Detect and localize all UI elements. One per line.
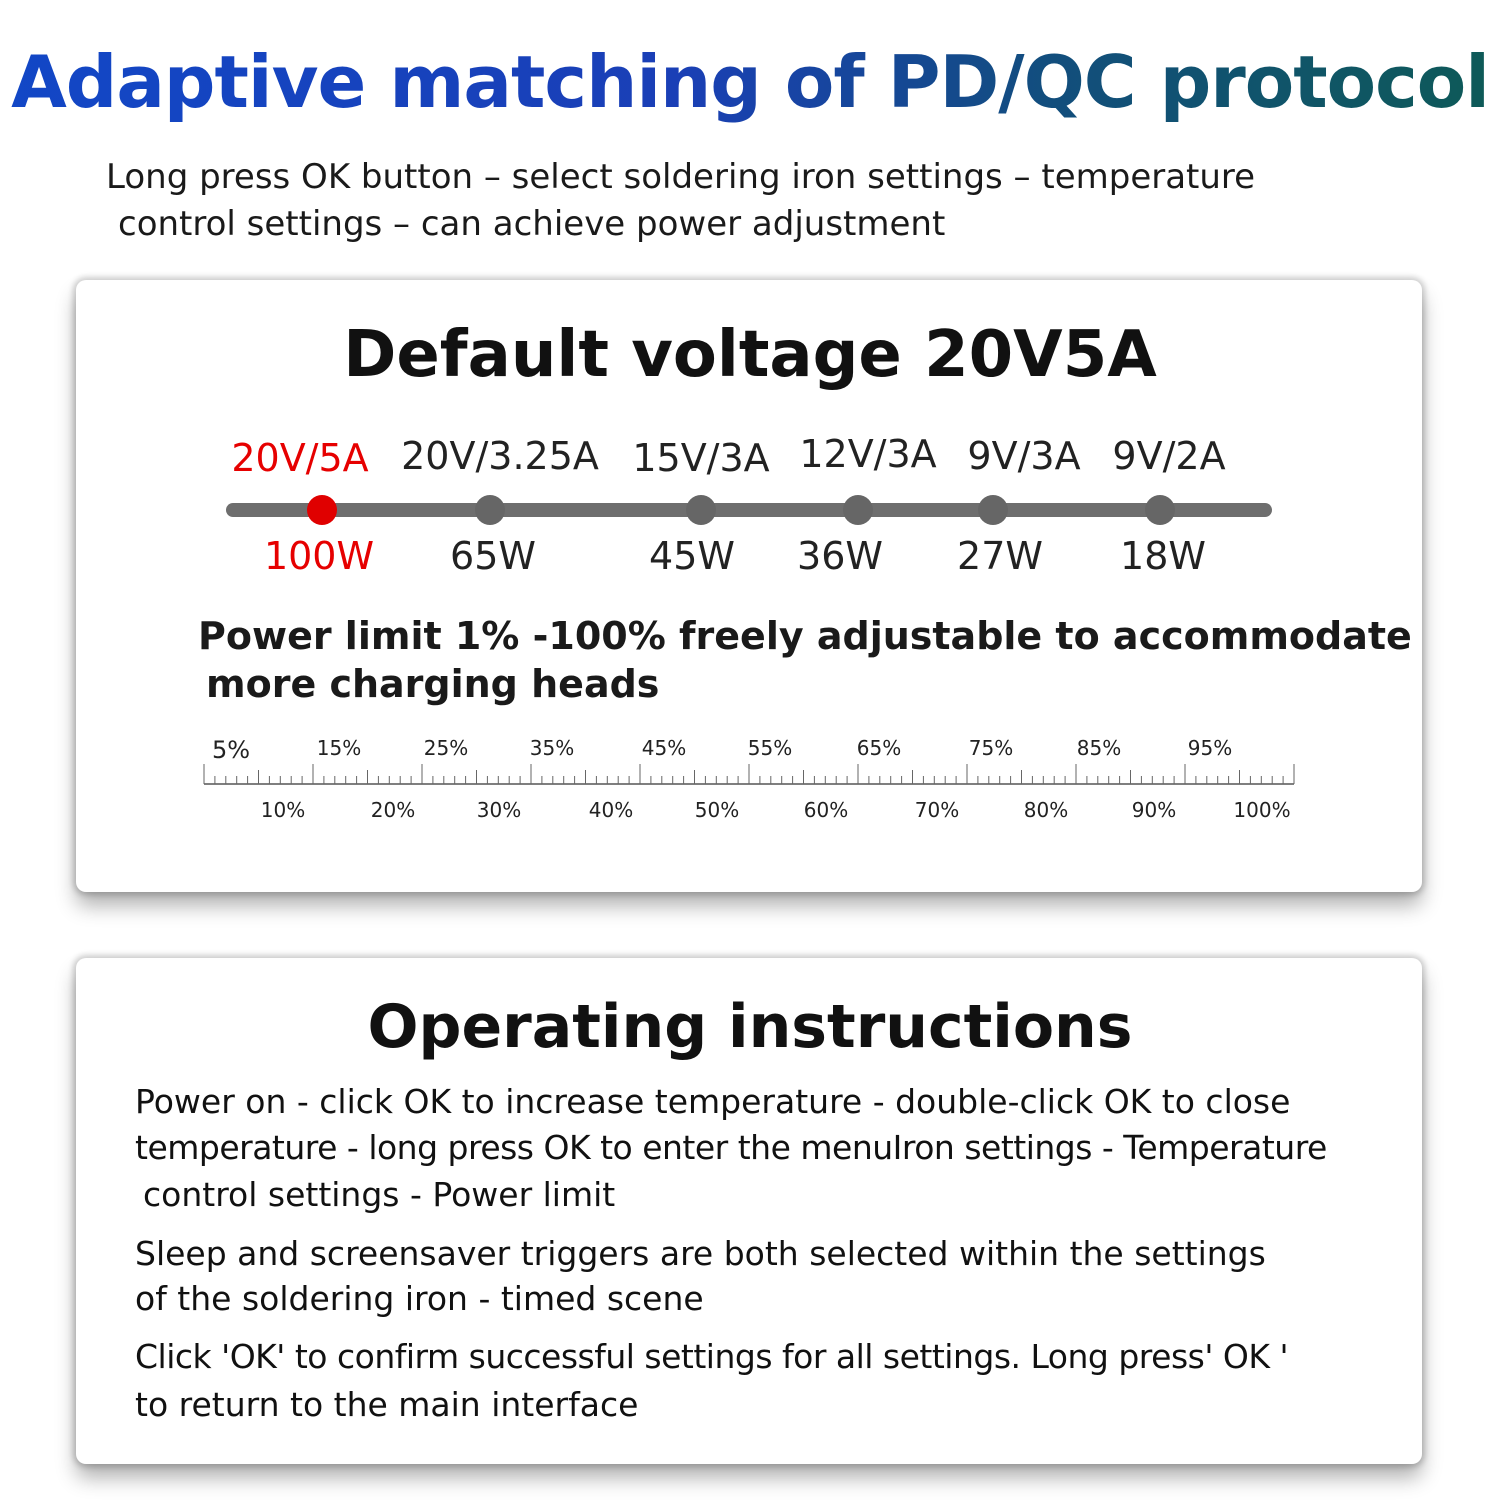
ruler-label-85: 85% — [1076, 736, 1122, 760]
ruler-label-60: 60% — [803, 798, 849, 822]
voltage-slider-knob-4[interactable] — [843, 495, 873, 525]
voltage-slider-knob-6[interactable] — [1145, 495, 1175, 525]
ruler-label-25: 25% — [423, 736, 469, 760]
voltage-slider-knob-2[interactable] — [475, 495, 505, 525]
ruler-label-30: 30% — [476, 798, 522, 822]
intro-text — [106, 154, 1255, 248]
instruction-line: of the soldering iron - timed scene — [135, 1279, 704, 1318]
ruler-label-75: 75% — [968, 736, 1014, 760]
ruler-label-70: 70% — [914, 798, 960, 822]
power-limit-text — [198, 612, 1412, 708]
ruler-label-20: 20% — [370, 798, 416, 822]
page-title: Adaptive matching of PD/QC protocol — [0, 40, 1500, 124]
ruler-label-50: 50% — [694, 798, 740, 822]
voltage-option-3-label: 15V/3A — [632, 436, 770, 480]
voltage-slider-knob-3[interactable] — [686, 495, 716, 525]
ruler-label-15: 15% — [316, 736, 362, 760]
ruler-label-5: 5% — [211, 736, 251, 764]
ruler-label-55: 55% — [747, 736, 793, 760]
instruction-line: temperature - long press OK to enter the menuIron settings - Temperature — [135, 1128, 1327, 1167]
voltage-option-4-label: 12V/3A — [799, 432, 937, 476]
voltage-option-2-label: 20V/3.25A — [401, 434, 599, 478]
voltage-slider-knob-1[interactable] — [307, 495, 337, 525]
intro-line-1: Long press OK button – select soldering iron settings – temperature — [106, 157, 1256, 197]
power-percent-ruler — [198, 762, 1298, 786]
ruler-label-80: 80% — [1023, 798, 1069, 822]
ruler-label-40: 40% — [588, 798, 634, 822]
instruction-line: Click 'OK' to confirm successful settings for all settings. Long press' OK ' — [135, 1337, 1289, 1376]
voltage-option-6-label: 9V/2A — [1112, 434, 1226, 478]
ruler-label-10: 10% — [260, 798, 306, 822]
ruler-label-95: 95% — [1187, 736, 1233, 760]
voltage-slider-knob-5[interactable] — [978, 495, 1008, 525]
intro-line-2: control settings – can achieve power adjustment — [118, 204, 946, 244]
instruction-line: control settings - Power limit — [143, 1175, 616, 1214]
instruction-line: Power on - click OK to increase temperature - double-click OK to close — [135, 1082, 1291, 1121]
power-option-4-label: 36W — [797, 534, 883, 578]
ruler-label-65: 65% — [856, 736, 902, 760]
power-limit-line-2: more charging heads — [206, 662, 660, 706]
voltage-option-5-label: 9V/3A — [967, 434, 1081, 478]
power-option-5-label: 27W — [957, 534, 1043, 578]
power-option-3-label: 45W — [649, 534, 735, 578]
voltage-option-1-label: 20V/5A — [231, 436, 369, 480]
power-limit-line-1: Power limit 1% -100% freely adjustable to accommodate — [198, 614, 1412, 658]
ruler-label-100: 100% — [1233, 798, 1291, 822]
instructions-card-title: Operating instructions — [367, 992, 1133, 1062]
power-option-6-label: 18W — [1120, 534, 1206, 578]
power-option-2-label: 65W — [450, 534, 536, 578]
ruler-label-35: 35% — [529, 736, 575, 760]
instruction-line: to return to the main interface — [135, 1385, 639, 1424]
ruler-label-90: 90% — [1131, 798, 1177, 822]
instruction-line: Sleep and screensaver triggers are both selected within the settings — [135, 1234, 1266, 1273]
power-option-1-label: 100W — [263, 534, 375, 578]
ruler-label-45: 45% — [641, 736, 687, 760]
voltage-card-title: Default voltage 20V5A — [343, 318, 1157, 392]
voltage-slider-track[interactable] — [226, 503, 1272, 517]
